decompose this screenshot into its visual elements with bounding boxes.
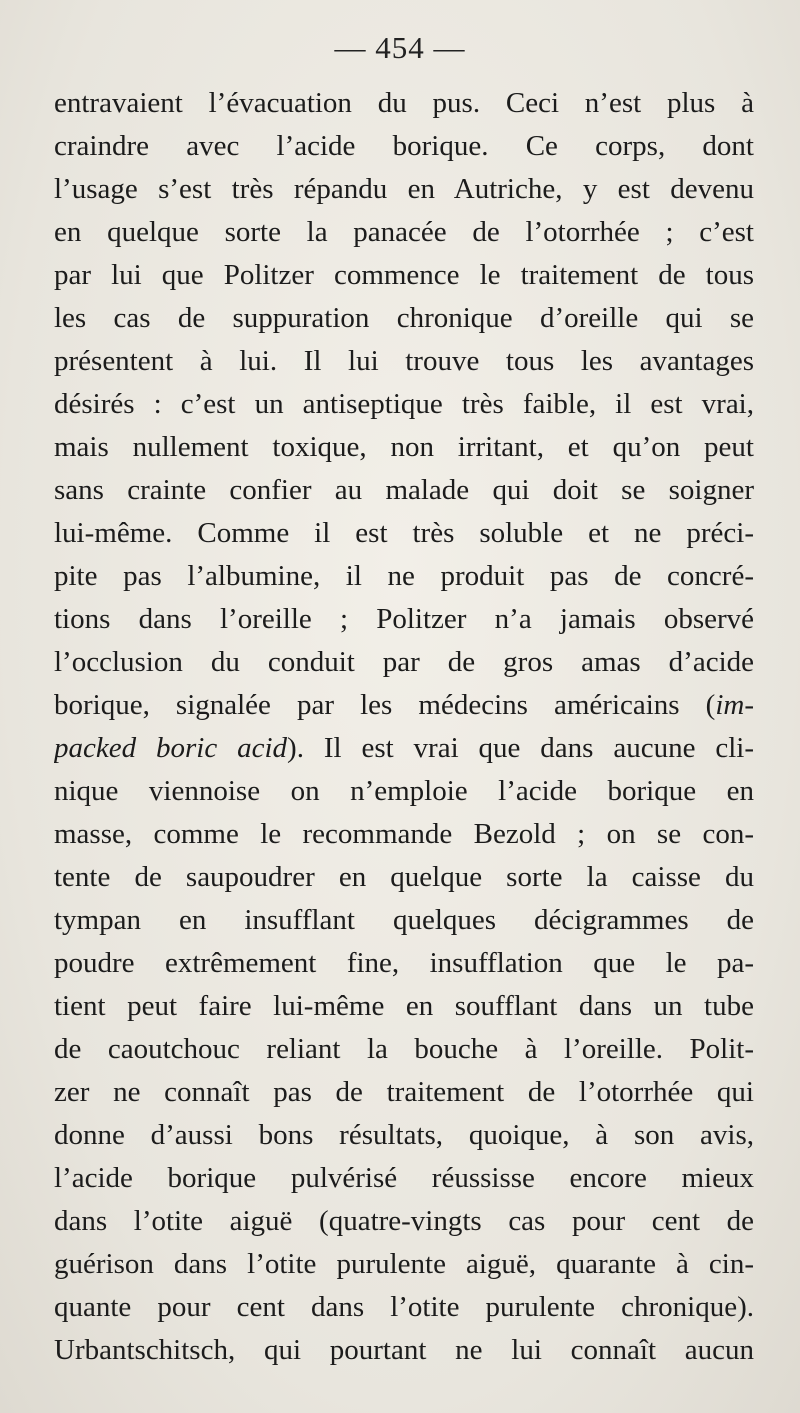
line-text: tient peut faire lui-même en soufflant dans un tube	[54, 990, 754, 1022]
text-line	[54, 297, 754, 340]
text-line	[54, 899, 754, 942]
line-text: craindre avec l’acide borique. Ce corps, dont	[54, 130, 754, 162]
line-text: l’acide borique pulvérisé réussisse encore mieux	[54, 1162, 754, 1194]
line-text: présentent à lui. Il lui trouve tous les avantages	[54, 345, 754, 377]
line-text: quante pour cent dans l’otite purulente chronique).	[54, 1291, 754, 1323]
text-line	[54, 1114, 754, 1157]
line-text: l’occlusion du conduit par de gros amas d’acide	[54, 646, 754, 678]
text-line	[54, 598, 754, 641]
text-line	[54, 727, 754, 770]
line-text: zer ne connaît pas de traitement de l’otorrhée qui	[54, 1076, 754, 1108]
line-text: tions dans l’oreille ; Politzer n’a jamais observé	[54, 603, 754, 635]
line-text: l’usage s’est très répandu en Autriche, y est devenu	[54, 173, 754, 205]
text-line	[54, 813, 754, 856]
line-text: poudre extrêmement fine, insufflation que le pa-	[54, 947, 754, 979]
text-line	[54, 1028, 754, 1071]
line-text: tympan en insufflant quelques décigrammes de	[54, 904, 754, 936]
line-text: donne d’aussi bons résultats, quoique, à son avis,	[54, 1119, 754, 1151]
text-line	[54, 985, 754, 1028]
italic-text: packed boric acid	[54, 732, 288, 764]
text-line	[54, 340, 754, 383]
line-text: tente de saupoudrer en quelque sorte la caisse du	[54, 861, 754, 893]
text-line	[54, 125, 754, 168]
line-text: Urbantschitsch, qui pourtant ne lui connaît aucun	[54, 1334, 754, 1366]
italic-text: im-	[715, 689, 754, 721]
line-text: par lui que Politzer commence le traitement de tous	[54, 259, 754, 291]
text-line	[54, 942, 754, 985]
text-line	[54, 426, 754, 469]
line-text: les cas de suppuration chronique d’oreille qui se	[54, 302, 754, 334]
line-text: masse, comme le recommande Bezold ; on se con-	[54, 818, 754, 850]
text-line	[54, 684, 754, 727]
text-line	[54, 641, 754, 684]
text-line	[54, 512, 754, 555]
text-line	[54, 1243, 754, 1286]
body-text	[54, 82, 754, 1372]
line-text: borique, signalée par les médecins américains (	[54, 689, 716, 721]
text-line	[54, 555, 754, 598]
text-line	[54, 1157, 754, 1200]
text-line	[54, 1286, 754, 1329]
line-text: désirés : c’est un antiseptique très faible, il est vrai,	[54, 388, 754, 420]
line-text: en quelque sorte la panacée de l’otorrhée ; c’est	[54, 216, 754, 248]
line-text: pite pas l’albumine, il ne produit pas de concré-	[54, 560, 754, 592]
line-text: entravaient l’évacuation du pus. Ceci n’est plus à	[54, 87, 754, 119]
text-line	[54, 82, 754, 125]
line-text: de caoutchouc reliant la bouche à l’oreille. Polit-	[54, 1033, 754, 1065]
text-line	[54, 770, 754, 813]
line-text: dans l’otite aiguë (quatre-vingts cas pour cent de	[54, 1205, 754, 1237]
page-number: — 454 —	[334, 30, 466, 65]
text-line	[54, 469, 754, 512]
text-line	[54, 1200, 754, 1243]
text-line	[54, 211, 754, 254]
text-line	[54, 383, 754, 426]
line-text: sans crainte confier au malade qui doit se soigner	[54, 474, 754, 506]
line-text: guérison dans l’otite purulente aiguë, quarante à cin-	[54, 1248, 754, 1280]
line-text: nique viennoise on n’emploie l’acide borique en	[54, 775, 754, 807]
line-text: lui-même. Comme il est très soluble et ne préci-	[54, 517, 754, 549]
text-line	[54, 1329, 754, 1372]
line-text: ). Il est vrai que dans aucune cli-	[287, 732, 754, 764]
text-line	[54, 254, 754, 297]
line-text: mais nullement toxique, non irritant, et qu’on peut	[54, 431, 754, 463]
text-line	[54, 856, 754, 899]
text-line	[54, 168, 754, 211]
text-line	[54, 1071, 754, 1114]
